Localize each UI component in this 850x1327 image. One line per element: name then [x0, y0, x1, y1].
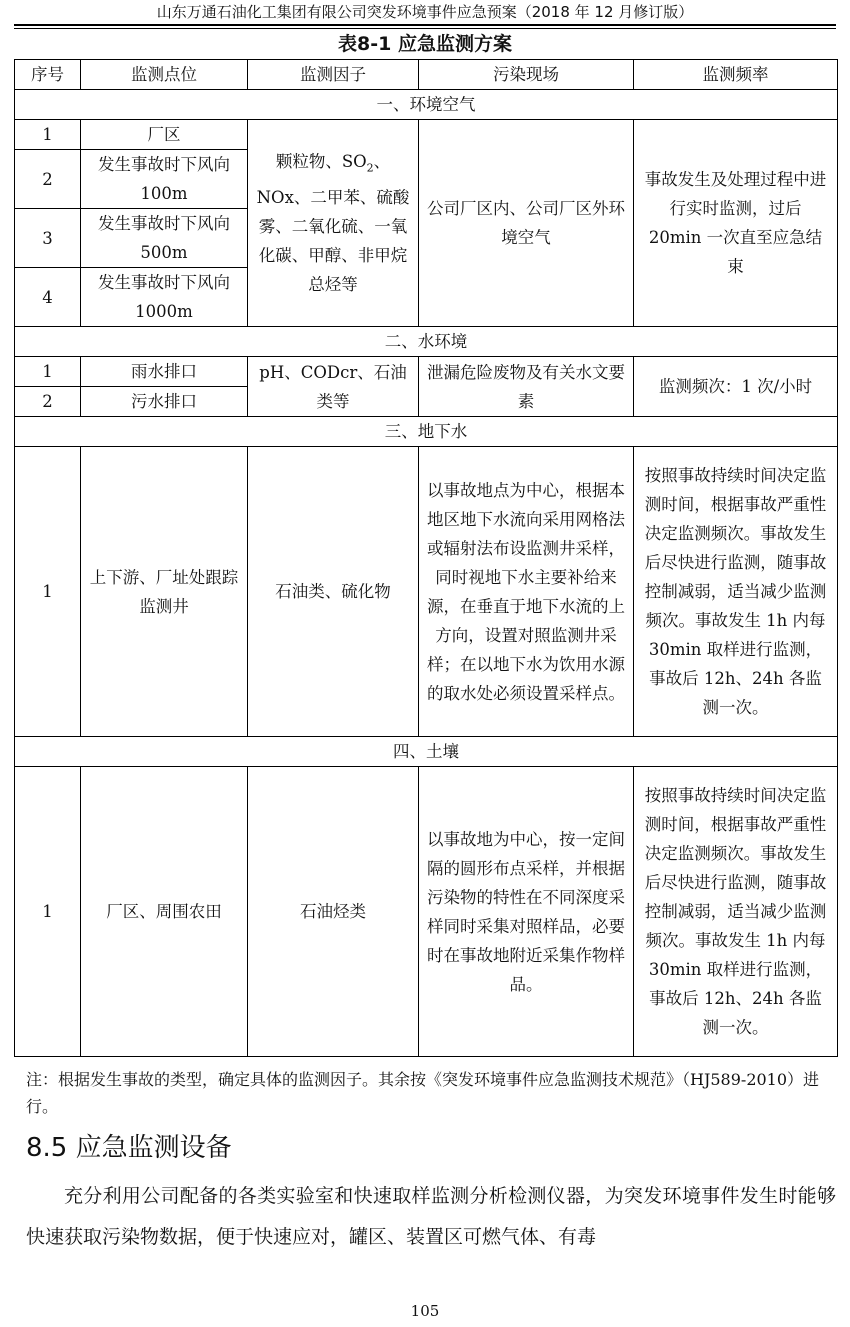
- monitoring-point: 厂区: [81, 120, 248, 150]
- factor-text-post: 、NOx、二甲苯、硫酸雾、二氧化硫、一氧化碳、甲醇、非甲烷总烃等: [256, 152, 410, 294]
- row-number: 1: [15, 447, 81, 737]
- monitoring-point: 发生事故时下风向 1000m: [81, 268, 248, 327]
- row-number: 1: [15, 767, 81, 1057]
- monitoring-point: 厂区、周围农田: [81, 767, 248, 1057]
- monitoring-factor-soil: 石油烃类: [248, 767, 419, 1057]
- section-title-water: 二、水环境: [15, 327, 838, 357]
- section-row-water: [15, 327, 838, 357]
- monitoring-factor-groundwater: 石油类、硫化物: [248, 447, 419, 737]
- row-number: 2: [15, 387, 81, 417]
- page-number: 105: [410, 1302, 440, 1320]
- factor-text-pre: 颗粒物、SO: [275, 152, 367, 172]
- monitoring-point: 上下游、厂址处跟踪监测井: [81, 447, 248, 737]
- table-row: [15, 447, 838, 737]
- row-number: 1: [15, 120, 81, 150]
- monitoring-plan-table: [14, 59, 838, 1057]
- body-paragraph: 充分利用公司配备的各类实验室和快速取样监测分析检测仪器，为突发环境事件发生时能够快速获取污染物数据，便于快速应对，罐区、装置区可燃气体、有毒: [26, 1185, 836, 1248]
- col-header-point: 监测点位: [81, 60, 248, 90]
- col-header-factor: 监测因子: [248, 60, 419, 90]
- factor-subscript: 2: [366, 161, 374, 175]
- pollution-site-soil: 以事故地为中心，按一定间隔的圆形布点采样，并根据污染物的特性在不同深度采样同时采集对照样品，必要时在事故地附近采集作物样品。: [419, 767, 634, 1057]
- monitoring-frequency-water: 监测频次：1 次/小时: [634, 357, 838, 417]
- monitoring-frequency-air: 事故发生及处理过程中进行实时监测，过后 20min 一次直至应急结束: [634, 120, 838, 327]
- table-row: [15, 357, 838, 387]
- monitoring-point: 雨水排口: [81, 357, 248, 387]
- section-heading: 8.5 应急监测设备: [26, 1133, 232, 1163]
- header-rule: [14, 28, 836, 29]
- section-title-soil: 四、土壤: [15, 737, 838, 767]
- row-number: 3: [15, 209, 81, 268]
- section-row-soil: [15, 737, 838, 767]
- section-row-air: [15, 90, 838, 120]
- pollution-site-water: 泄漏危险废物及有关水文要素: [419, 357, 634, 417]
- monitoring-factor-water: pH、CODcr、石油类等: [248, 357, 419, 417]
- table-row: [15, 120, 838, 150]
- table-note: 注：根据发生事故的类型，确定具体的监测因子。其余按《突发环境事件应急监测技术规范》（HJ589-2010）进行。: [26, 1070, 820, 1116]
- section-title-groundwater: 三、地下水: [15, 417, 838, 447]
- table-title: 表8-1 应急监测方案: [338, 33, 512, 55]
- monitoring-frequency-soil: 按照事故持续时间决定监测时间，根据事故严重性决定监测频次。事故发生后尽快进行监测，随事故控制减弱，适当减少监测频次。事故发生 1h 内每 30min 取样进行监测，事故后 12h、24h 各监测一次。: [634, 767, 838, 1057]
- monitoring-point: 发生事故时下风向 100m: [81, 150, 248, 209]
- row-number: 2: [15, 150, 81, 209]
- monitoring-factor-air: [248, 120, 419, 327]
- pollution-site-groundwater: 以事故地点为中心，根据本地区地下水流向采用网格法或辐射法布设监测井采样，同时视地下水主要补给来源，在垂直于地下水流的上方向，设置对照监测井采样；在以地下水为饮用水源的取水处必须设置采样点。: [419, 447, 634, 737]
- col-header-site: 污染现场: [419, 60, 634, 90]
- document-header: [14, 0, 836, 26]
- monitoring-point: 发生事故时下风向 500m: [81, 209, 248, 268]
- monitoring-point: 污水排口: [81, 387, 248, 417]
- header-title: 山东万通石油化工集团有限公司突发环境事件应急预案（2018 年 12 月修订版）: [156, 3, 694, 21]
- col-header-frequency: 监测频率: [634, 60, 838, 90]
- section-title-air: 一、环境空气: [15, 90, 838, 120]
- row-number: 4: [15, 268, 81, 327]
- row-number: 1: [15, 357, 81, 387]
- section-row-groundwater: [15, 417, 838, 447]
- table-header-row: [15, 60, 838, 90]
- monitoring-frequency-groundwater: 按照事故持续时间决定监测时间，根据事故严重性决定监测频次。事故发生后尽快进行监测，随事故控制减弱，适当减少监测频次。事故发生 1h 内每 30min 取样进行监测，事故后 12h、24h 各监测一次。: [634, 447, 838, 737]
- table-row: [15, 767, 838, 1057]
- col-header-no: 序号: [15, 60, 81, 90]
- pollution-site-air: 公司厂区内、公司厂区外环境空气: [419, 120, 634, 327]
